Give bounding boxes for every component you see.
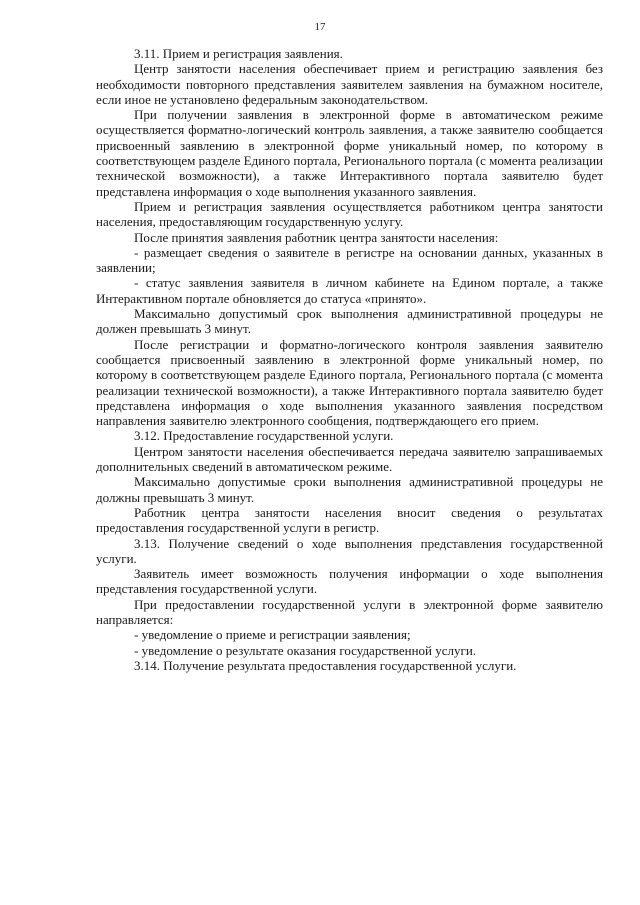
paragraph: Заявитель имеет возможность получения информации о ходе выполнения представления государственной услуги.	[96, 566, 603, 597]
paragraph: Работник центра занятости населения вносит сведения о результатах предоставления государственной услуги в регистр.	[96, 504, 603, 536]
list-item: - уведомление о приеме и регистрации заявления;	[134, 627, 411, 643]
page-number: 17	[314, 21, 326, 33]
list-item: - статус заявления заявителя в личном кабинете на Едином портале, а также Интерактивном портале обновляется до статуса «принято».	[96, 275, 603, 306]
paragraph: Центр занятости населения обеспечивает прием и регистрацию заявления без необходимости повторного представления заявителем заявления на бумажном носителе, если иное не установлено федеральным законодательством.	[96, 61, 603, 107]
paragraph: Максимально допустимые сроки выполнения административной процедуры не должны превышать 3 минут.	[96, 474, 603, 505]
paragraph: Центром занятости населения обеспечивается передача заявителю запрашиваемых дополнительных сведений в автоматическом режиме.	[96, 443, 603, 475]
section-heading-3-14: 3.14. Получение результата предоставления государственной услуги.	[134, 657, 517, 673]
list-item: - размещает сведения о заявителе в регистре на основании данных, указанных в заявлении;	[96, 244, 603, 276]
paragraph: Прием и регистрация заявления осуществляется работником центра занятости населения, предоставляющим государственную услугу.	[96, 198, 603, 230]
document-body	[96, 46, 603, 673]
paragraph: После регистрации и форматно-логического контроля заявления заявителю сообщается присвоенный заявлению в электронной форме уникальный номер, по которому в соответствующем разделе Единого портала, Регионального портала (с момента реализации технической возможности), а также Интерактивного портала заявителю будет представлена информация о ходе выполнения указанного заявления посредством направления заявителю электронного сообщения, подтверждающего его прием.	[96, 336, 603, 429]
section-heading-3-13: 3.13. Получение сведений о ходе выполнения представления государственной услуги.	[96, 535, 603, 566]
paragraph: При предоставлении государственной услуги в электронной форме заявителю направляется:	[96, 596, 603, 627]
paragraph: При получении заявления в электронной форме в автоматическом режиме осуществляется форматно-логический контроль заявления, а также заявителю сообщается присвоенный заявлению в электронной форме уникальный номер, по которому в соответствующем разделе Единого портала, Регионального портала (с момента реализации технической возможности), а также Интерактивного портала заявителю будет представлена информация о ходе выполнения указанного заявления.	[96, 107, 603, 199]
paragraph: После принятия заявления работник центра занятости населения:	[134, 229, 499, 245]
section-heading-3-11: 3.11. Прием и регистрация заявления.	[134, 46, 343, 61]
paragraph: Максимально допустимый срок выполнения административной процедуры не должен превышать 3 минут.	[96, 306, 603, 337]
section-heading-3-12: 3.12. Предоставление государственной услуги.	[134, 428, 394, 444]
list-item: - уведомление о результате оказания государственной услуги.	[134, 642, 477, 658]
